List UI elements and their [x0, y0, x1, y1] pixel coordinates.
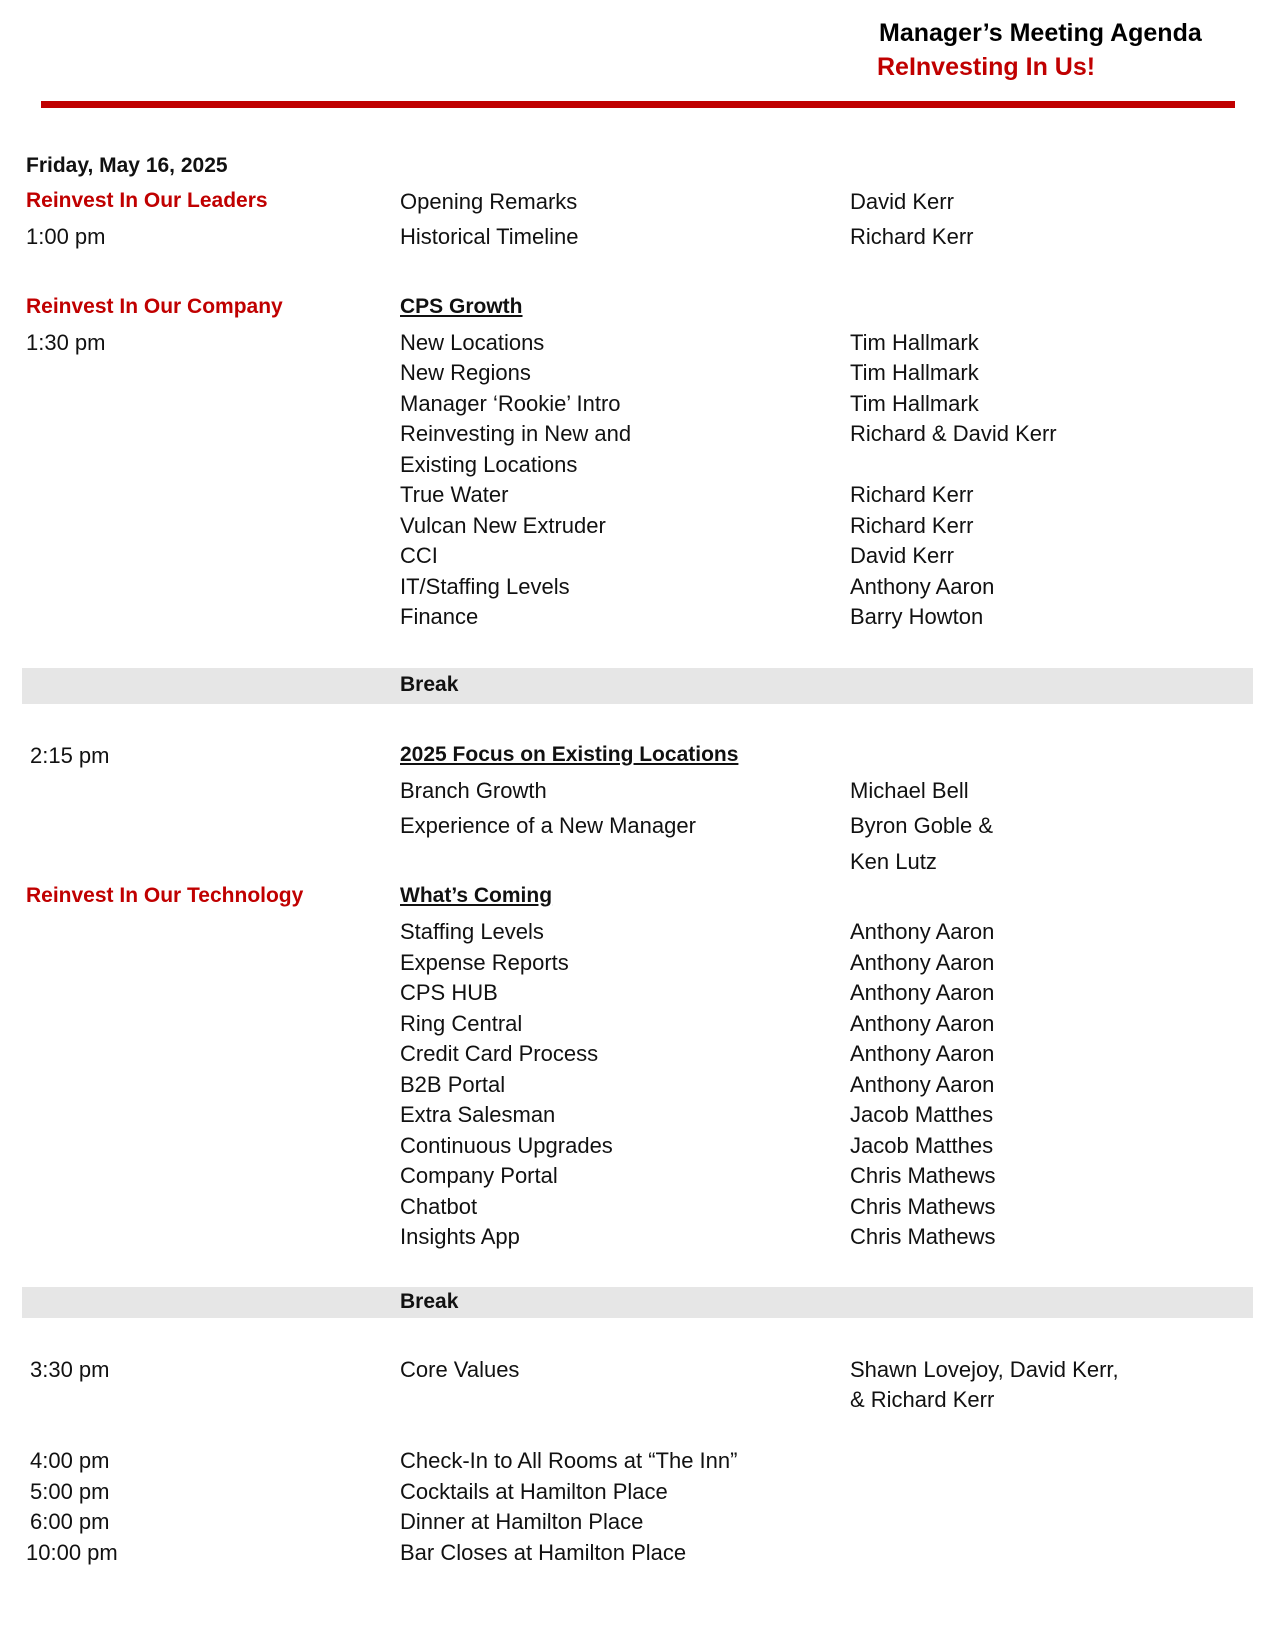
evening-event: Cocktails at Hamilton Place — [400, 1479, 668, 1504]
agenda-item-presenter: Anthony Aaron — [850, 574, 995, 599]
agenda-item-presenter: Anthony Aaron — [850, 950, 995, 975]
break-band — [22, 1287, 1253, 1318]
agenda-item-presenter: Tim Hallmark — [850, 391, 979, 416]
agenda-item-presenter: Barry Howton — [850, 604, 984, 629]
agenda-item-topic: Credit Card Process — [400, 1041, 599, 1066]
agenda-item-topic: Expense Reports — [400, 950, 569, 975]
agenda-item-presenter: Anthony Aaron — [850, 1072, 995, 1097]
agenda-item-presenter: Byron Goble & — [850, 813, 994, 838]
agenda-item-topic: Company Portal — [400, 1163, 558, 1188]
agenda-item-presenter: Richard Kerr — [850, 224, 974, 249]
break-label: Break — [400, 1290, 459, 1313]
evening-time: 10:00 pm — [26, 1540, 118, 1565]
agenda-item-topic: CCI — [400, 543, 438, 568]
agenda-title: Manager’s Meeting Agenda — [879, 19, 1202, 47]
agenda-item-presenter: Richard Kerr — [850, 513, 974, 538]
agenda-item-topic: Branch Growth — [400, 778, 547, 803]
time-1-30pm: 1:30 pm — [26, 330, 106, 355]
agenda-item-presenter: Anthony Aaron — [850, 980, 995, 1005]
agenda-item-topic: Experience of a New Manager — [400, 813, 696, 838]
agenda-item-topic: Extra Salesman — [400, 1102, 556, 1127]
agenda-item-presenter: Tim Hallmark — [850, 360, 979, 385]
agenda-item-topic: CPS HUB — [400, 980, 498, 1005]
agenda-item-topic: Existing Locations — [400, 452, 578, 477]
agenda-item-presenter: Jacob Matthes — [850, 1102, 994, 1127]
time-1-00pm: 1:00 pm — [26, 224, 106, 249]
agenda-item-presenter: Richard Kerr — [850, 482, 974, 507]
agenda-item-topic: New Regions — [400, 360, 531, 385]
agenda-item-presenter: Michael Bell — [850, 778, 969, 803]
agenda-item-presenter: & Richard Kerr — [850, 1387, 995, 1412]
section-leaders-label: Reinvest In Our Leaders — [26, 189, 268, 212]
agenda-item-topic: Staffing Levels — [400, 919, 544, 944]
header-divider — [41, 101, 1235, 108]
agenda-item-presenter: Chris Mathews — [850, 1194, 996, 1219]
agenda-item-presenter: David Kerr — [850, 543, 954, 568]
time-3-30pm: 3:30 pm — [30, 1357, 110, 1382]
agenda-item-presenter: Anthony Aaron — [850, 919, 995, 944]
whats-coming-heading: What’s Coming — [400, 884, 553, 907]
evening-time: 6:00 pm — [30, 1509, 110, 1534]
agenda-item-topic: Opening Remarks — [400, 189, 578, 214]
agenda-item-presenter: Anthony Aaron — [850, 1041, 995, 1066]
agenda-item-topic: Finance — [400, 604, 479, 629]
agenda-item-presenter: Ken Lutz — [850, 849, 937, 874]
section-company-label: Reinvest In Our Company — [26, 295, 283, 318]
break-label: Break — [400, 673, 459, 696]
agenda-item-topic: Reinvesting in New and — [400, 421, 632, 446]
agenda-item-topic: New Locations — [400, 330, 545, 355]
agenda-subtitle: ReInvesting In Us! — [877, 53, 1096, 81]
focus-heading: 2025 Focus on Existing Locations — [400, 743, 739, 766]
agenda-item-presenter: Tim Hallmark — [850, 330, 979, 355]
time-2-15pm: 2:15 pm — [30, 743, 110, 768]
agenda-item-topic: Ring Central — [400, 1011, 523, 1036]
agenda-item-topic: Continuous Upgrades — [400, 1133, 613, 1158]
evening-event: Dinner at Hamilton Place — [400, 1509, 644, 1534]
agenda-item-presenter: Anthony Aaron — [850, 1011, 995, 1036]
agenda-item-topic: IT/Staffing Levels — [400, 574, 570, 599]
evening-event: Bar Closes at Hamilton Place — [400, 1540, 687, 1565]
cps-growth-heading: CPS Growth — [400, 295, 523, 318]
agenda-item-topic: Insights App — [400, 1224, 520, 1249]
evening-event: Check-In to All Rooms at “The Inn” — [400, 1448, 738, 1473]
agenda-item-presenter: Jacob Matthes — [850, 1133, 994, 1158]
section-technology-label: Reinvest In Our Technology — [26, 884, 304, 907]
evening-time: 4:00 pm — [30, 1448, 110, 1473]
agenda-item-presenter: Chris Mathews — [850, 1163, 996, 1188]
meeting-date: Friday, May 16, 2025 — [26, 154, 228, 177]
break-band — [22, 668, 1253, 704]
agenda-item-presenter: Richard & David Kerr — [850, 421, 1057, 446]
agenda-item-topic: B2B Portal — [400, 1072, 506, 1097]
agenda-item-topic: Core Values — [400, 1357, 520, 1382]
agenda-item-presenter: David Kerr — [850, 189, 954, 214]
agenda-item-topic: Chatbot — [400, 1194, 478, 1219]
agenda-item-topic: Historical Timeline — [400, 224, 579, 249]
evening-time: 5:00 pm — [30, 1479, 110, 1504]
agenda-item-topic: Vulcan New Extruder — [400, 513, 606, 538]
agenda-item-topic: Manager ‘Rookie’ Intro — [400, 391, 621, 416]
agenda-item-presenter: Chris Mathews — [850, 1224, 996, 1249]
agenda-item-presenter: Shawn Lovejoy, David Kerr, — [850, 1357, 1119, 1382]
agenda-item-topic: True Water — [400, 482, 509, 507]
